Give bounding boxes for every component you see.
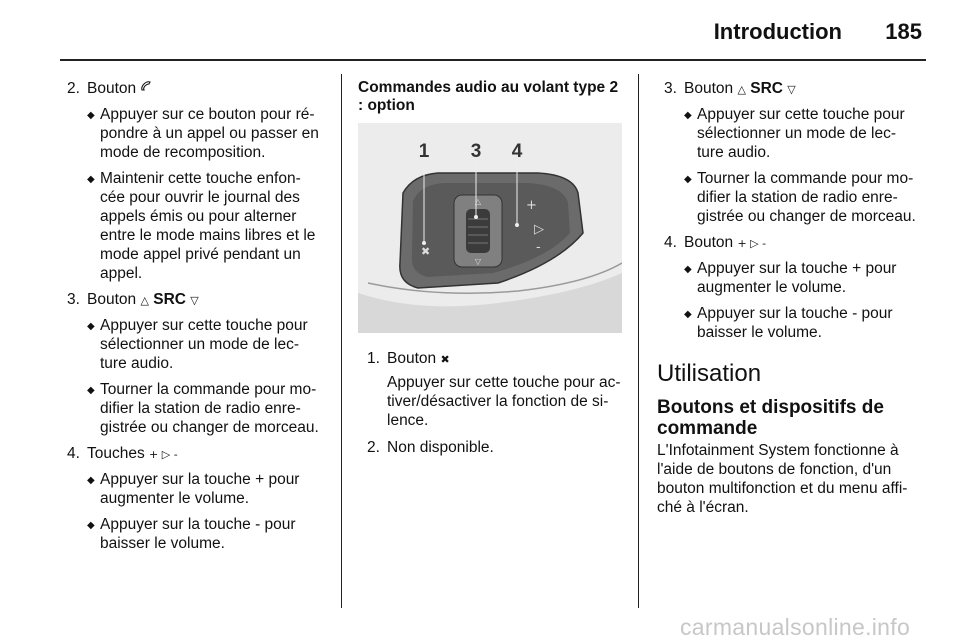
- bullet-item: ◆ Tourner la commande pour mo- difier la station de radio enre- gistrée ou changer de morceau.: [87, 380, 330, 437]
- down-arrow-icon: ▽: [190, 294, 199, 307]
- item-label: Bouton: [684, 234, 734, 251]
- subsection-title: Boutons et dispositifs de commande: [657, 397, 884, 439]
- item-label: Bouton: [387, 350, 437, 367]
- item-label: Bouton: [87, 80, 137, 97]
- list-item-3: [657, 79, 922, 226]
- svg-text:▷: ▷: [534, 222, 544, 237]
- src-label: SRC: [750, 80, 783, 97]
- bullet-item: ◆ Maintenir cette touche enfon- cée pour ouvrir le journal des appels émis ou pour alterner entre le mode mains libres et le mode appel privé pendant un appel.: [87, 169, 330, 283]
- item-number: 4.: [664, 234, 677, 251]
- item-number: 1.: [367, 350, 380, 367]
- up-arrow-icon: △: [140, 294, 149, 307]
- steering-controls-figure: [358, 123, 622, 333]
- callout-4: 4: [511, 141, 523, 162]
- list-item-1: [360, 349, 626, 430]
- item-number: 3.: [664, 80, 677, 97]
- phone-icon: [140, 83, 153, 96]
- section-title: Utilisation: [657, 360, 762, 387]
- item-description: Appuyer sur cette touche pour ac- tiver/désactiver la fonction de si- lence.: [387, 374, 621, 429]
- section-heading: Commandes audio au volant type 2 : option: [358, 79, 619, 114]
- item-number: 3.: [67, 291, 80, 308]
- bullet-item: ◆ Tourner la commande pour mo- difier la station de radio enre- gistrée ou changer de morceau.: [684, 169, 922, 226]
- item-description: Non disponible.: [387, 439, 494, 456]
- column-1: [60, 79, 330, 560]
- svg-text:△: △: [474, 197, 482, 206]
- mute-icon: ✖: [440, 353, 450, 366]
- svg-text:✖: ✖: [421, 245, 431, 258]
- list-item-4: [657, 233, 922, 342]
- header-rule: [60, 59, 926, 61]
- list-item-2: [60, 79, 330, 283]
- column-2: [358, 79, 626, 464]
- item-number: 2.: [67, 80, 80, 97]
- callout-3: 3: [470, 141, 482, 162]
- column-3: [657, 79, 922, 517]
- bullet-item: ◆ Appuyer sur la touche + pour augmenter le volume.: [684, 259, 922, 297]
- watermark: carmanualsonline.info: [680, 614, 911, 640]
- column-divider: [341, 74, 342, 608]
- volume-plus-minus-icon: + ▷ -: [737, 237, 767, 250]
- svg-text:▽: ▽: [474, 257, 482, 266]
- body-paragraph: L'Infotainment System fonctionne à l'aide de boutons de fonction, d'un bouton multifonction et du menu affi- ché à l'écran.: [657, 442, 908, 516]
- bullet-item: ◆ Appuyer sur ce bouton pour ré- pondre à un appel ou passer en mode de recomposition.: [87, 105, 330, 162]
- page-header: [60, 0, 926, 56]
- callout-1: 1: [418, 141, 430, 162]
- bullet-item: ◆ Appuyer sur cette touche pour sélectionner un mode de lec- ture audio.: [87, 316, 330, 373]
- svg-text:-: -: [536, 240, 541, 255]
- src-label: SRC: [153, 291, 186, 308]
- bullet-item: ◆ Appuyer sur cette touche pour sélectionner un mode de lec- ture audio.: [684, 105, 922, 162]
- down-arrow-icon: ▽: [787, 83, 796, 96]
- list-item-2: [360, 438, 626, 457]
- bullet-item: ◆ Appuyer sur la touche + pour augmenter le volume.: [87, 470, 330, 508]
- bullet-item: ◆ Appuyer sur la touche - pour baisser le volume.: [684, 304, 922, 342]
- volume-plus-minus-icon: + ▷ -: [149, 448, 178, 461]
- item-number: 4.: [67, 445, 80, 462]
- item-label: Bouton: [87, 291, 137, 308]
- svg-text:+: +: [526, 198, 537, 213]
- item-label: Touches: [87, 445, 145, 462]
- page-number: 185: [885, 19, 922, 44]
- bullet-item: ◆ Appuyer sur la touche - pour baisser le volume.: [87, 515, 330, 553]
- item-number: 2.: [367, 439, 380, 456]
- column-divider: [638, 74, 639, 608]
- list-item-3: [60, 290, 330, 437]
- header-title: Introduction: [713, 19, 842, 44]
- up-arrow-icon: △: [737, 83, 746, 96]
- item-label: Bouton: [684, 80, 734, 97]
- list-item-4: [60, 444, 330, 553]
